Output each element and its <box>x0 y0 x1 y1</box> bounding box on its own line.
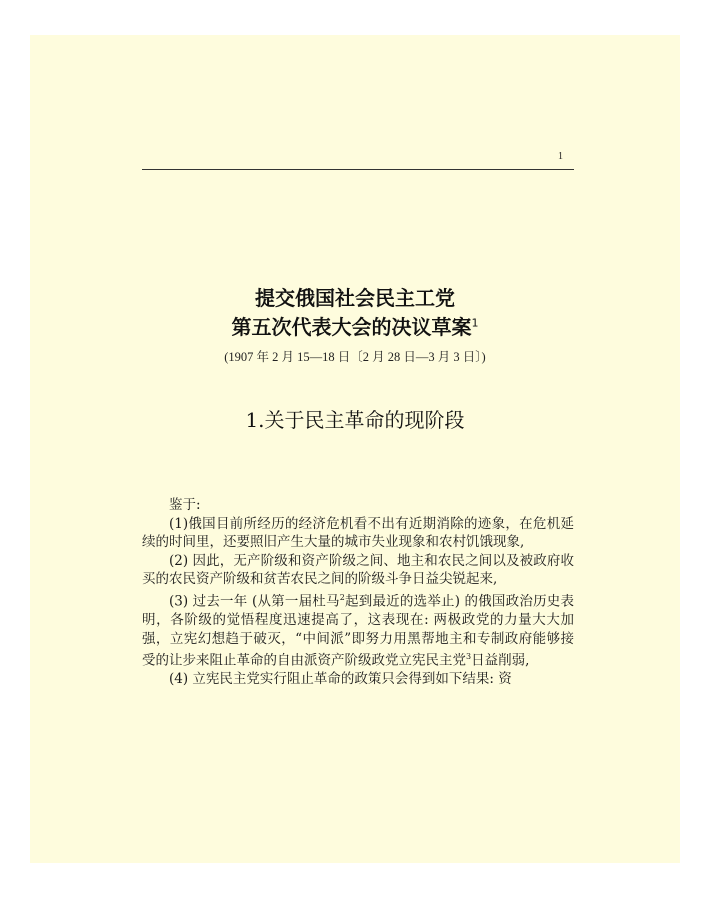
paragraph-2: (2) 因此，无产阶级和资产阶级之间、地主和农民之间以及被政府收买的农民资产阶级和贫苦农民之间的阶级斗争日益尖锐起来, <box>142 552 574 588</box>
section-title: 1.关于民主革命的现阶段 <box>245 408 465 432</box>
title-footnote-marker: 1 <box>471 316 479 330</box>
paragraph-4: (4) 立宪民主党实行阻止革命的政策只会得到如下结果: 资 <box>169 671 512 688</box>
paragraph-3 <box>142 589 574 670</box>
paragraph-1: (1)俄国目前所经历的经济危机看不出有近期消除的迹象，在危机延续的时间里，还要照旧产生大量的城市失业现象和农村饥饿现象, <box>142 515 574 551</box>
document-page <box>30 35 680 863</box>
paragraph-3-part-b: 起到最近的选举止) 的俄国政治历史表明，各阶级的觉悟程度迅速提高了，这表现在: 两极政党的力量大大加强，立宪幻想趋于破灭，“中间派”即努力用黑帮地主和专制政府能够接受的让步来阻止革命的自由派资产阶级政党立宪民主党 <box>142 593 574 669</box>
header-rule <box>142 169 574 170</box>
title-line2-text: 第五次代表大会的决议草案 <box>231 315 472 339</box>
document-title-line1: 提交俄国社会民主工党 <box>255 286 455 310</box>
page-number: 1 <box>558 151 563 162</box>
paragraph-intro: 鉴于: <box>169 497 201 513</box>
paragraph-3-part-c: 日益削弱, <box>471 652 530 669</box>
date-line: (1907 年 2 月 15—18 日〔2 月 28 日—3 月 3 日〕) <box>224 350 486 364</box>
footnote-marker-2: 2 <box>339 592 345 602</box>
paragraph-3-part-a: (3) 过去一年 (从第一届杜马 <box>169 593 340 610</box>
footnote-marker-3: 3 <box>466 652 472 662</box>
body-text <box>142 496 574 689</box>
document-title-line2 <box>30 311 680 340</box>
